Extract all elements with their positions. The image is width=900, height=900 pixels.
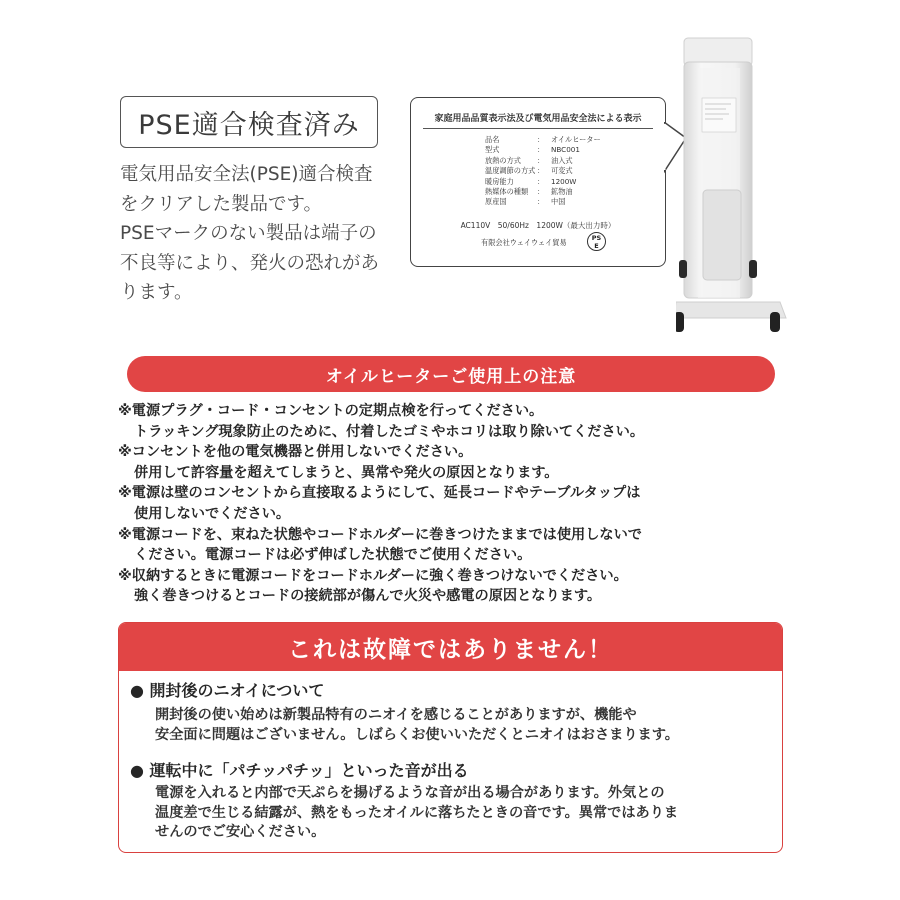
faq-body <box>155 784 678 843</box>
caution-line: 強く巻きつけるとコードの接続部が傷んで火災や感電の原因となります。 <box>134 588 602 605</box>
faq-body-line: 安全面に問題はございません。しばらくお使いいただくとニオイはおさまります。 <box>155 726 679 743</box>
pse-desc-line: をクリアした製品です。 <box>120 193 323 215</box>
caution-line: トラッキング現象防止のために、付着したゴミやホコリは取り除いてください。 <box>134 423 645 440</box>
spec-row <box>485 177 601 187</box>
pse-badge: PSE適合検査済み <box>120 96 378 148</box>
caution-line: ※コンセントを他の電気機器と併用しないでください。 <box>118 444 473 461</box>
label-title: 家庭用品品質表示法及び電気用品安全法による表示 <box>434 114 642 124</box>
label-divider <box>423 128 653 129</box>
pse-description <box>120 160 410 308</box>
spec-row <box>485 145 601 155</box>
caution-line: 併用して許容量を超えてしまうと、異常や発火の原因となります。 <box>134 464 559 481</box>
caution-line: ください。電源コードは必ず伸ばした状態でご使用ください。 <box>134 547 532 564</box>
power-rating: AC110V 50/60Hz 1200W（最大出力時） <box>460 221 616 230</box>
faq-body-line: 電源を入れると内部で天ぷらを揚げるような音が出る場合があります。外気との <box>155 785 665 801</box>
spec-colon: ： <box>537 166 545 176</box>
caution-line: ※電源コードを、束ねた状態やコードホルダーに巻きつけたままでは使用しないで <box>118 526 642 543</box>
spec-colon: ： <box>537 187 545 197</box>
spec-value: オイルヒーター <box>551 135 601 144</box>
pse-desc-line: 電気用品安全法(PSE)適合検査 <box>120 164 373 185</box>
spec-value: 1200W <box>551 176 577 186</box>
spec-table <box>485 135 601 208</box>
not-a-malfunction-title: これは故障ではありません！ <box>119 623 782 671</box>
caution-line: ※電源は壁のコンセントから直接取るようにして、延長コードやテーブルタップは <box>118 485 641 502</box>
spec-colon: ： <box>537 176 545 186</box>
pse-mark-text: PS <box>591 234 602 242</box>
spec-colon: ： <box>537 155 545 165</box>
caution-list <box>118 401 644 607</box>
spec-value: 中国 <box>551 197 566 207</box>
spec-colon: ： <box>537 135 545 144</box>
faq-body-line: せんのでご安心ください。 <box>155 824 326 840</box>
spec-value: 可変式 <box>551 166 573 176</box>
spec-key: 原産国 <box>485 197 507 207</box>
caution-header: オイルヒーターご使用上の注意 <box>127 356 775 392</box>
pse-desc-line: 不良等により、発火の恐れがあ <box>120 252 380 274</box>
faq-heading: ● 運転中に「パチッパチッ」といった音が出る <box>130 761 469 780</box>
spec-label-callout <box>410 97 666 267</box>
spec-key: 熱媒体の種類 <box>485 187 529 197</box>
spec-key: 型式 <box>485 145 500 155</box>
not-a-malfunction-box <box>118 622 783 853</box>
spec-row <box>485 135 601 145</box>
spec-key: 暖房能力 <box>485 176 514 186</box>
caution-line: ※電源プラグ・コード・コンセントの定期点検を行ってください。 <box>118 403 544 419</box>
spec-row <box>485 187 601 197</box>
spec-value: 鉱物油 <box>551 187 573 197</box>
pse-desc-line: PSEマークのない製品は端子の <box>120 223 377 244</box>
spec-row <box>485 156 601 166</box>
faq-body-line: 開封後の使い始めは新製品特有のニオイを感じることがありますが、機能や <box>155 707 637 723</box>
spec-key: 温度調節の方式 <box>485 166 536 176</box>
spec-colon: ： <box>537 145 545 155</box>
faq-body <box>155 706 679 745</box>
caution-line: ※収納するときに電源コードをコードホルダーに強く巻きつけないでください。 <box>118 567 628 584</box>
spec-key: 放熱の方式 <box>485 155 521 165</box>
spec-value: 油入式 <box>551 155 573 165</box>
faq-heading: ● 開封後のニオイについて <box>130 681 325 700</box>
oil-heater-image <box>676 34 788 339</box>
spec-colon: ： <box>537 197 545 207</box>
faq-body-line: 温度差で生じる結露が、熱をもったオイルに落ちたときの音です。異常ではありま <box>155 804 679 821</box>
spec-key: 品名 <box>485 135 500 144</box>
pse-mark-icon <box>587 232 606 251</box>
spec-row <box>485 166 601 176</box>
pse-desc-line: ります。 <box>120 282 193 303</box>
manufacturer-name: 有限会社ウェイウェイ貿易 <box>481 238 567 247</box>
caution-line: 使用しないでください。 <box>134 505 291 522</box>
spec-value: NBC001 <box>551 145 580 155</box>
pse-mark-text: E <box>594 242 599 250</box>
spec-row <box>485 197 601 207</box>
